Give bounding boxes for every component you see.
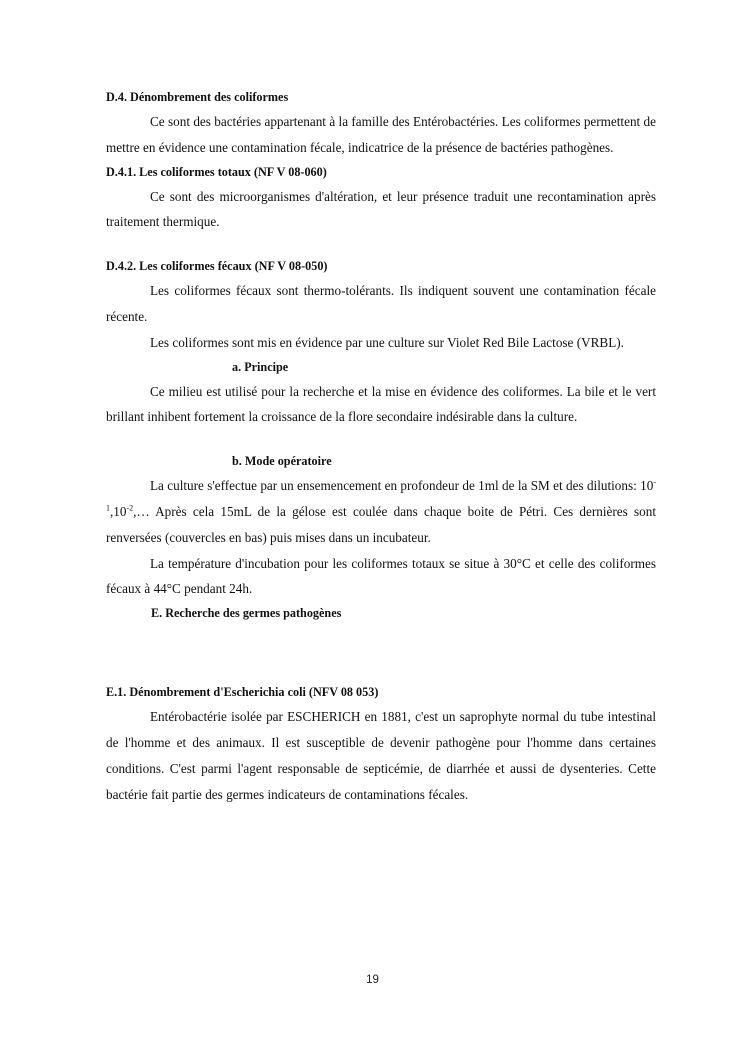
paragraph-e1: Entérobactérie isolée par ESCHERICH en 1881, c'est un saprophyte normal du tube intestinal de l'homme et des animaux. Il est susceptible de devenir pathogène pour l'homme dans certaines conditions. C'est parmi l'agent responsable de septicémie, de diarrhée et aussi de dysenteries. Cette bactérie fait partie des germes indicateurs de contaminations fécales.: [106, 709, 656, 802]
superscript: -1: [106, 477, 656, 513]
paragraph-mode-2: La température d'incubation pour les coliformes totaux se situe à 30°C et celle des coliformes fécaux à 44°C pendant 24h.: [106, 555, 656, 597]
spacer: [106, 625, 656, 681]
page-number: 19: [366, 974, 379, 986]
section-heading-e: E. Recherche des germes pathogènes: [151, 606, 342, 621]
spacer: [106, 430, 656, 450]
spacer: [106, 235, 656, 255]
text-run: ,… Après cela 15mL de la gélose est coulée dans chaque boite de Pétri. Ces dernières sont renversées (couvercles en bas) puis mises dans un incubateur.: [106, 503, 656, 545]
subheading-mode-operatoire: b. Mode opératoire: [232, 454, 332, 469]
text-run: ,10: [110, 503, 127, 519]
section-heading-d42: D.4.2. Les coliformes fécaux (NF V 08-050): [106, 259, 328, 274]
subheading-principe: a. Principe: [232, 359, 289, 374]
paragraph-principe: Ce milieu est utilisé pour la recherche et la mise en évidence des coliformes. La bile et le vert brillant inhibent fortement la croissance de la flore secondaire indésirable dans la culture.: [106, 383, 656, 425]
superscript: -2: [126, 503, 134, 513]
paragraph-mode-1: [106, 473, 656, 550]
section-heading-d41: D.4.1. Les coliformes totaux (NF V 08-060): [106, 164, 327, 179]
text-run: La culture s'effectue par un ensemencement en profondeur de 1ml de la SM et des dilutions: 10: [150, 478, 654, 494]
paragraph-d4: Ce sont des bactéries appartenant à la famille des Entérobactéries. Les coliformes permettent de mettre en évidence une contamination fécale, indicatrice de la présence de bactéries pathogènes.: [106, 114, 656, 155]
paragraph-d42-2: Les coliformes sont mis en évidence par une culture sur Violet Red Bile Lactose (VRBL).: [150, 334, 624, 350]
paragraph-d41: Ce sont des microorganismes d'altération, et leur présence traduit une recontamination après traitement thermique.: [106, 188, 656, 230]
section-heading-d4: D.4. Dénombrement des coliformes: [106, 90, 289, 104]
document-page: [106, 86, 656, 807]
section-heading-e1: E.1. Dénombrement d'Escherichia coli (NFV 08 053): [106, 685, 379, 700]
paragraph-d42-1: Les coliformes fécaux sont thermo-tolérants. Ils indiquent souvent une contamination fécale récente.: [106, 283, 656, 324]
